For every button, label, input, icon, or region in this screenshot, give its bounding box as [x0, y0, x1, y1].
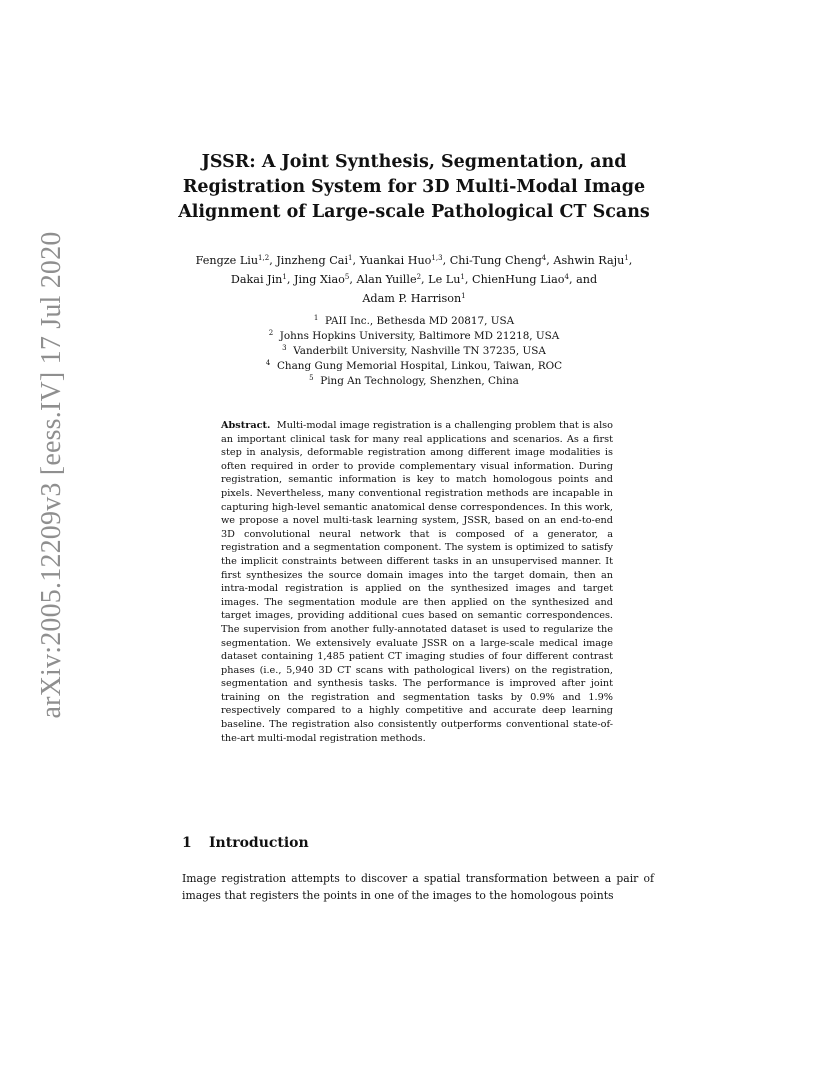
author: Jing Xiao$^5$ — [293, 273, 350, 286]
author: Jinzheng Cai$^1$ — [276, 254, 353, 267]
author: Alan Yuille$^2$ — [356, 273, 422, 286]
author: Adam P. Harrison$^1$ — [362, 292, 466, 305]
section-number: 1 — [182, 835, 192, 851]
section-title: Introduction — [209, 835, 309, 851]
paper-title — [140, 150, 688, 225]
author: Ashwin Raju$^1$ — [553, 254, 629, 267]
abstract-text: Multi-modal image registration is a challenging problem that is also an important clinical task for many real applications and scenarios. As a first step in analysis, deformable registration among different image modalities is often required in order to provide complementary visual information. During registration, semantic information is key to match homologous points and pixels. Nevertheless, many conventional registration methods are incapable in capturing high-level semantic anatomical dense correspondences. In this work, we propose a novel multi-task learning system, JSSR, based on an end-to-end 3D convolutional neural network that is composed of a generator, a registration and a segmentation component. The system is optimized to satisfy the implicit constraints between different tasks in an unsupervised manner. It first synthesizes the source domain images into the target domain, then an intra-modal registration is applied on the synthesized images and target images. The segmentation module are then applied on the synthesized and target images, providing additional cues based on semantic correspondences. The supervision from another fully-annotated dataset is used to regularize the segmentation. We extensively evaluate JSSR on a large-scale medical image dataset containing 1,485 patient CT imaging studies of four different contrast phases (i.e., 5,940 3D CT scans with pathological livers) on the registration, segmentation and synthesis tasks. The performance is improved after joint training on the registration and segmentation tasks by 0.9% and 1.9% respectively compared to a highly competitive and accurate deep learning baseline. The registration also consistently outperforms conventional state-of-the-art multi-modal registration methods. — [221, 420, 613, 744]
section-heading — [182, 833, 309, 853]
author: Yuankai Huo$^{1,3}$ — [359, 254, 443, 267]
title-line-2: Registration System for 3D Multi-Modal Image — [182, 177, 646, 197]
author: Le Lu$^1$ — [428, 273, 465, 286]
affiliation: $^4$ Chang Gung Memorial Hospital, Linkou, Taiwan, ROC — [265, 359, 563, 372]
author: ChienHung Liao$^4$ — [472, 273, 569, 286]
author: Chi-Tung Cheng$^4$ — [449, 254, 547, 267]
affiliation: $^3$ Vanderbilt University, Nashville TN 37235, USA — [282, 344, 546, 357]
abstract — [221, 419, 613, 745]
affiliation: $^5$ Ping An Technology, Shenzhen, China — [309, 374, 519, 387]
affiliation: $^1$ PAII Inc., Bethesda MD 20817, USA — [313, 314, 515, 327]
title-line-1: JSSR: A Joint Synthesis, Segmentation, and — [201, 152, 627, 172]
intro-paragraph: Image registration attempts to discover a spatial transformation between a pair of images that registers the points in one of the images to the homologous points — [182, 872, 654, 902]
author: Fengze Liu$^{1,2}$ — [195, 254, 270, 267]
author: Dakai Jin$^1$ — [230, 273, 287, 286]
author-list: Fengze Liu$^{1,2}$, Jinzheng Cai$^1$, Yuankai Huo$^{1,3}$, Chi-Tung Cheng$^4$, Ashwin Raju$^1$, Dakai Jin$^1$, Jing Xiao$^5$, Alan Yuille$^2$, Le Lu$^1$, ChienHung Liao$^4$, and Adam P. Harrison$^1$ — [195, 254, 633, 305]
affiliation: $^2$ Johns Hopkins University, Baltimore MD 21218, USA — [268, 329, 560, 342]
affiliation-list — [180, 314, 648, 389]
arxiv-identifier-stamp: arXiv:2005.12209v3 [eess.IV] 17 Jul 2020 — [36, 231, 67, 719]
abstract-label: Abstract. — [221, 420, 271, 431]
title-line-3: Alignment of Large-scale Pathological CT Scans — [178, 202, 650, 222]
